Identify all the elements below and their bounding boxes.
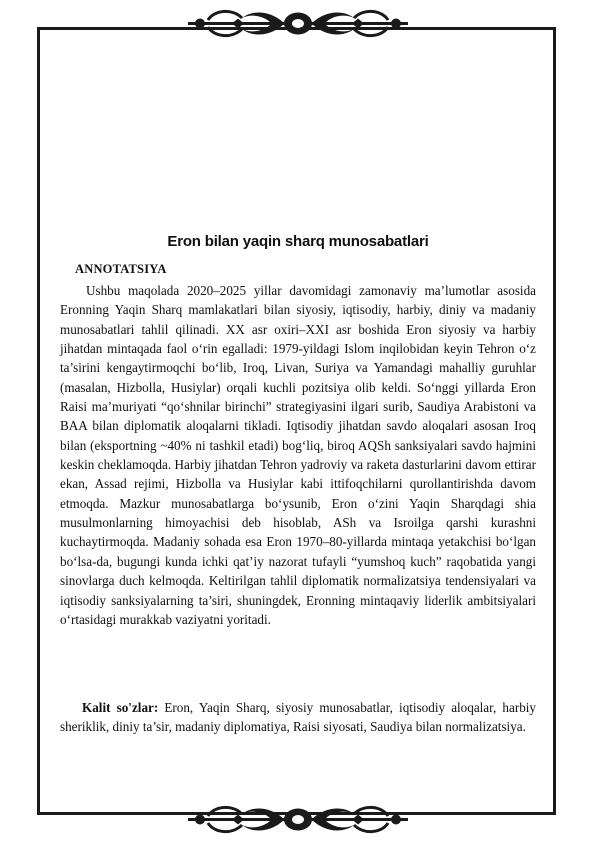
top-ornament-icon [0,4,596,44]
keywords-paragraph [60,698,536,737]
paper-title: Eron bilan yaqin sharq munosabatlari [167,233,429,250]
abstract-paragraph: Ushbu maqolada 2020–2025 yillar davomidagi zamonaviy ma’lumotlar asosida Eronning Yaqin Sharq mamlakatlari bilan siyosiy, iqtisodiy, harbiy, diniy va madaniy munosabatlari tahlil qilinadi. XX asr oxiri–XXI asr boshida Eron siyosiy va harbiy jihatdan mintaqada faol o‘rin egalladi: 1979-yildagi Islom inqilobidan keyin Tehron o‘z ta’sirini kengaytirmoqchi bo‘lib, Iroq, Livan, Suriya va Yamandagi mahalliy guruhlar (masalan, Hizbolla, Husiylar) orqali kuchli pozitsiya olib keldi. So‘nggi yillarda Eron Raisi ma’muriyati “qo‘shnilar birinchi” strategiyasini ilgari surib, Saudiya Arabistoni va BAA bilan diplomatik aloqalarni tikladi. Iqtisodiy jihatdan savdo aloqalari asosan Iroq bilan (eksportning ~40% ni tashkil etadi) bog‘liq, biroq AQSh sanksiyalari savdo hajmini keskin cheklamoqda. Harbiy jihatdan Tehron yadroviy va raketa dasturlarini davom ettirar ekan, Assad rejimi, Hizbolla va Husiylar kabi ittifoqchilarni qurollantirishda davom etmoqda. Mazkur munosabatlarga bo‘ysunib, Eron o‘zini Yaqin Sharqdagi shia musulmonlarning himoyachisi deb hisoblab, ASh va Isroilga qarshi kurashni kuchaytirmoqda. Madaniy sohada esa Eron 1970–80-yillarda mintaqa yetakchisi bo‘lgan bo‘lsa-da, bugungi kunda ichki qat’iy nazorat tufayli “yumshoq kuch” raqobatida yangi sinovlarga duch kelmoqda. Keltirilgan tahlil diplomatik normalizatsiya tendensiyalari va iqtisodiy sanksiyalarning ta’siri, shuningdek, Eronning mintaqaviy liderlik ambitsiyalari o‘rtasidagi murakkab vaziyatni yoritadi. [60,283,536,627]
keywords-label: Kalit so'zlar: [82,700,159,715]
bottom-ornament-icon [0,800,596,840]
abstract-heading: ANNOTATSIYA [75,262,167,276]
keywords-list: Eron, Yaqin Sharq, siyosiy munosabatlar, iqtisodiy aloqalar, harbiy sheriklik, diniy ta’sir, madaniy diplomatiya, Raisi siyosati, Saudiya bilan normalizatsiya. [60,700,537,735]
